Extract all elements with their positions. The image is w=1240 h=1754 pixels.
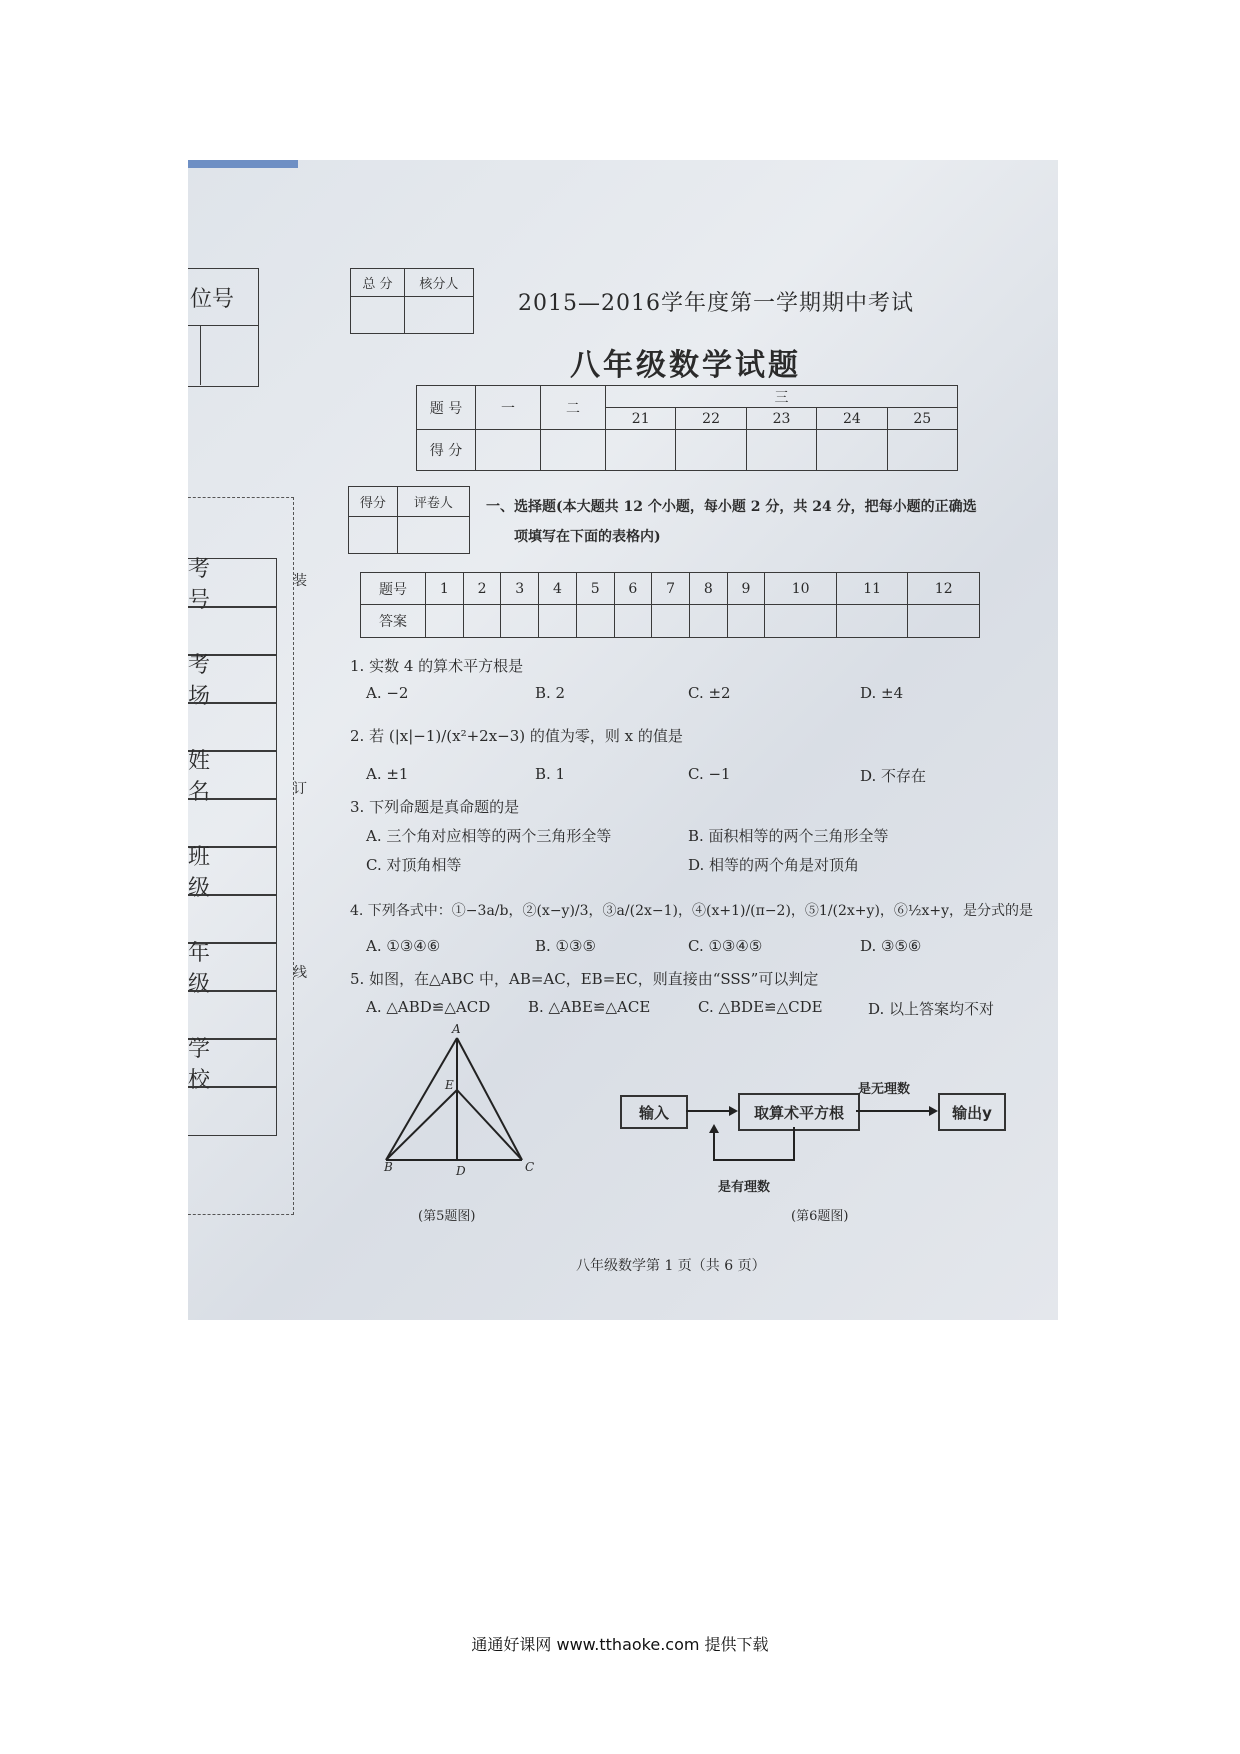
summary-score-table — [416, 385, 958, 471]
name-label: 姓 名 — [188, 750, 277, 800]
question-4-option-a: A. ①③④⑥ — [366, 937, 441, 955]
answer-num: 3 — [501, 573, 539, 605]
question-1-stem: 1. 实数 4 的算术平方根是 — [350, 657, 524, 675]
summary-score-cell — [746, 430, 816, 471]
question-1-option-a: A. −2 — [366, 684, 409, 702]
figure5-label-b: B — [384, 1160, 393, 1174]
question-3-option-c: C. 对顶角相等 — [366, 856, 462, 874]
school-label: 学 校 — [188, 1038, 277, 1088]
grade-label: 年 级 — [188, 942, 277, 992]
binding-mark-2: 订 — [293, 781, 307, 797]
question-1-option-c: C. ±2 — [688, 684, 731, 702]
summary-sub-21: 21 — [606, 408, 676, 430]
summary-row2-label: 得 分 — [417, 430, 476, 471]
figure5-label-e: E — [445, 1078, 454, 1092]
answer-cell — [426, 605, 464, 638]
checker-label: 核分人 — [404, 269, 473, 297]
answer-table — [360, 572, 980, 638]
answer-num: 1 — [426, 573, 464, 605]
main-title: 八年级数学试题 — [570, 348, 801, 383]
answer-num: 5 — [576, 573, 614, 605]
question-5-stem: 5. 如图，在△ABC 中，AB=AC，EB=EC，则直接由“SSS”可以判定 — [350, 970, 819, 988]
question-2-option-c: C. −1 — [688, 765, 731, 783]
flow-input-box: 输入 — [620, 1095, 688, 1129]
summary-sub-24: 24 — [817, 408, 887, 430]
answer-num: 10 — [765, 573, 837, 605]
answer-num: 9 — [727, 573, 765, 605]
question-4-option-c: C. ①③④⑤ — [688, 937, 763, 955]
question-5-option-a: A. △ABD≌△ACD — [366, 998, 491, 1016]
question-3-option-b: B. 面积相等的两个三角形全等 — [688, 827, 889, 845]
grader-score-cell — [349, 517, 398, 554]
answer-cell — [727, 605, 765, 638]
summary-score-cell — [817, 430, 887, 471]
question-2-option-b: B. 1 — [535, 765, 566, 783]
flow-irrational-label: 是无理数 — [858, 1082, 911, 1097]
question-1-option-d: D. ±4 — [860, 684, 904, 702]
summary-sub-22: 22 — [676, 408, 746, 430]
answer-cell — [539, 605, 577, 638]
figure5-label-a: A — [452, 1022, 461, 1036]
answer-cell — [576, 605, 614, 638]
binding-mark-3: 线 — [293, 965, 307, 981]
summary-row1-label: 题 号 — [417, 386, 476, 430]
blue-corner-tab — [188, 160, 298, 168]
question-3-option-d: D. 相等的两个角是对顶角 — [688, 856, 860, 874]
answer-num: 7 — [652, 573, 690, 605]
figure5-label-c: C — [525, 1160, 535, 1174]
figure5-caption: (第5题图) — [418, 1209, 476, 1224]
answer-cell — [689, 605, 727, 638]
question-3-stem: 3. 下列命题是真命题的是 — [350, 798, 520, 816]
flow-process-box: 取算术平方根 — [738, 1093, 860, 1131]
flow-arrows — [684, 1100, 944, 1180]
section1-instruction-l1: 一、选择题(本大题共 12 个小题，每小题 2 分，共 24 分，把每小题的正确选 — [486, 499, 977, 515]
answer-cell — [836, 605, 908, 638]
question-5-option-d: D. 以上答案均不对 — [868, 1000, 995, 1018]
answer-num: 2 — [463, 573, 501, 605]
total-label: 总 分 — [351, 269, 405, 297]
answer-cell — [614, 605, 652, 638]
summary-score-cell — [676, 430, 746, 471]
summary-sub-25: 25 — [887, 408, 957, 430]
question-4-stem: 4. 下列各式中：①−3a/b，②(x−y)/3，③a/(2x−1)，④(x+1)/(π−2)，⑤1/(2x+y)，⑥½x+y，是分式的是 — [350, 903, 1034, 919]
answer-num: 8 — [689, 573, 727, 605]
site-footer: 通通好课网 www.tthaoke.com 提供下载 — [471, 1635, 769, 1654]
seat-label: 位号 — [190, 287, 235, 312]
total-value — [351, 297, 405, 334]
question-4-option-b: B. ①③⑤ — [535, 937, 596, 955]
summary-col-three: 三 — [606, 386, 958, 408]
figure6-caption: (第6题图) — [791, 1209, 849, 1224]
grader-name-label: 评卷人 — [397, 487, 469, 517]
answer-row2-label: 答案 — [361, 605, 426, 638]
figure5-label-d: D — [456, 1164, 466, 1178]
page-number-footer: 八年级数学第 1 页（共 6 页） — [576, 1258, 766, 1274]
grader-box — [348, 486, 470, 554]
seat-divider — [188, 325, 258, 326]
answer-cell — [908, 605, 980, 638]
answer-num: 4 — [539, 573, 577, 605]
section1-instruction-l2: 项填写在下面的表格内) — [514, 529, 661, 545]
answer-cell — [765, 605, 837, 638]
checker-value — [404, 297, 473, 334]
binding-mark-1: 装 — [293, 573, 307, 589]
class-label: 班 级 — [188, 846, 277, 896]
answer-num: 12 — [908, 573, 980, 605]
flow-rational-label: 是有理数 — [718, 1180, 771, 1195]
answer-cell — [652, 605, 690, 638]
question-2-option-a: A. ±1 — [366, 765, 409, 783]
summary-sub-23: 23 — [746, 408, 816, 430]
year-title: 2015—2016学年度第一学期期中考试 — [518, 291, 914, 316]
seat-divider-v — [200, 325, 201, 385]
question-4-option-d: D. ③⑤⑥ — [860, 937, 922, 955]
summary-score-cell — [606, 430, 676, 471]
grader-name-cell — [397, 517, 469, 554]
school-field — [188, 1086, 277, 1136]
answer-cell — [501, 605, 539, 638]
scanned-exam-photo — [188, 160, 1058, 1320]
room-label: 考 场 — [188, 654, 277, 704]
question-3-option-a: A. 三个角对应相等的两个三角形全等 — [366, 827, 612, 845]
summary-col-two: 二 — [541, 386, 606, 430]
answer-row1-label: 题号 — [361, 573, 426, 605]
figure5-triangle — [374, 1030, 544, 1180]
grader-score-label: 得分 — [349, 487, 398, 517]
summary-col-one: 一 — [476, 386, 541, 430]
total-score-box — [350, 268, 474, 334]
answer-cell — [463, 605, 501, 638]
summary-score-cell — [887, 430, 957, 471]
question-2-stem: 2. 若 (|x|−1)/(x²+2x−3) 的值为零，则 x 的值是 — [350, 727, 683, 745]
question-2-option-d: D. 不存在 — [860, 767, 927, 785]
answer-num: 11 — [836, 573, 908, 605]
summary-score-cell — [476, 430, 541, 471]
flow-output-box: 输出y — [938, 1093, 1006, 1131]
summary-score-cell — [541, 430, 606, 471]
question-5-option-b: B. △ABE≌△ACE — [528, 998, 651, 1016]
exam-no-label: 考 号 — [188, 558, 277, 608]
question-1-option-b: B. 2 — [535, 684, 566, 702]
answer-num: 6 — [614, 573, 652, 605]
question-5-option-c: C. △BDE≌△CDE — [698, 998, 823, 1016]
